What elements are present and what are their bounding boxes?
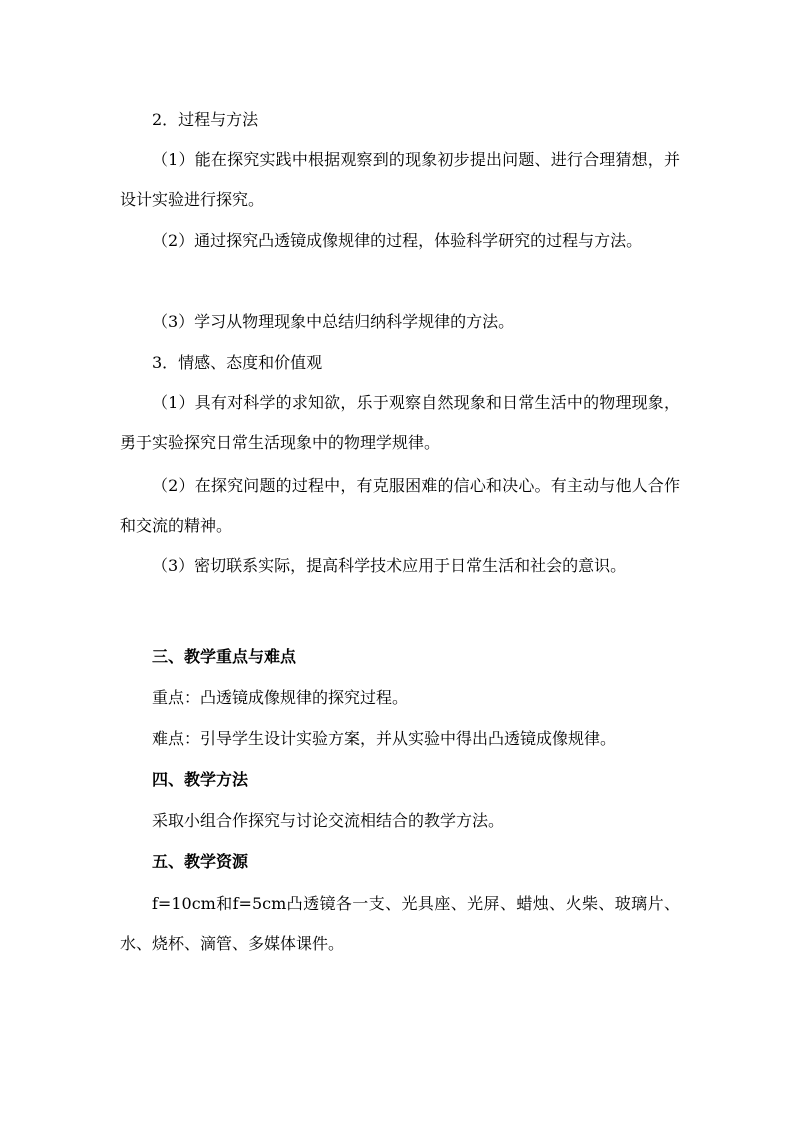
paragraph-teaching-method: 采取小组合作探究与讨论交流相结合的教学方法。	[152, 811, 505, 830]
paragraph-process-2: （2）通过探究凸透镜成像规律的过程，体验科学研究的过程与方法。	[152, 231, 643, 250]
paragraph-process-3: （3）学习从物理现象中总结归纳科学规律的方法。	[152, 312, 515, 331]
paragraph-values-2: （2）在探究问题的过程中，有克服困难的信心和决心。有主动与他人合作和交流的精神。	[120, 476, 680, 535]
paragraph-values-3: （3）密切联系实际，提高科学技术应用于日常生活和社会的意识。	[152, 556, 627, 575]
paragraph-values-1: （1）具有对科学的求知欲，乐于观察自然现象和日常生活中的物理现象，勇于实验探究日常生活现象中的物理学规律。	[120, 393, 680, 452]
paragraph-key-point: 重点：凸透镜成像规律的探究过程。	[152, 688, 409, 707]
section-heading-process-methods: 2．过程与方法	[152, 110, 259, 129]
paragraph-teaching-resources: f=10cm和f=5cm凸透镜各一支、光具座、光屏、蜡烛、火柴、玻璃片、水、烧杯、滴管、多媒体课件。	[120, 894, 680, 953]
section-heading-teaching-method: 四、教学方法	[152, 770, 249, 789]
section-heading-key-points: 三、教学重点与难点	[152, 647, 297, 666]
section-heading-teaching-resources: 五、教学资源	[152, 852, 249, 871]
paragraph-difficult-point: 难点：引导学生设计实验方案，并从实验中得出凸透镜成像规律。	[152, 729, 617, 748]
section-heading-values: 3．情感、态度和价值观	[152, 353, 323, 372]
paragraph-process-1: （1）能在探究实践中根据观察到的现象初步提出问题、进行合理猜想，并设计实验进行探究。	[120, 150, 680, 209]
